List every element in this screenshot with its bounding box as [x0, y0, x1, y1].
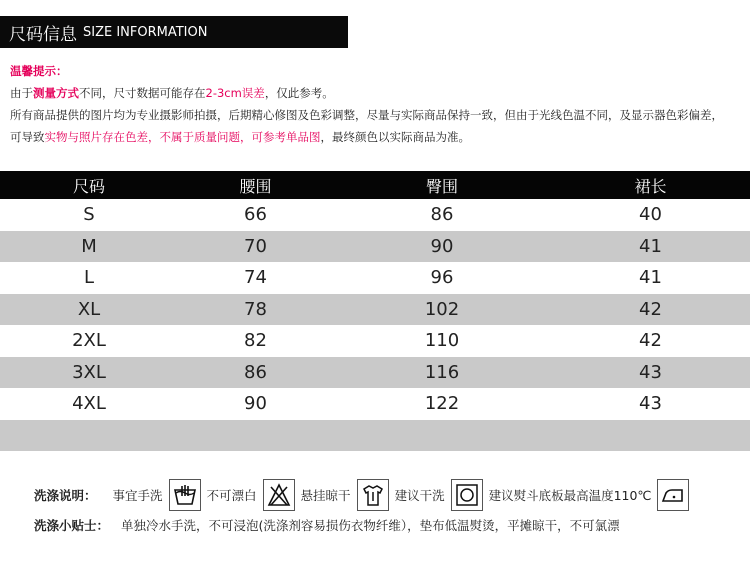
cell-hip: 96 — [430, 267, 454, 289]
wash-text: 建议熨斗底板最高温度110℃ — [488, 488, 652, 503]
table-row — [0, 262, 750, 294]
header-title-cn: 尺码信息 — [9, 24, 77, 45]
care-tips — [34, 516, 620, 534]
wash-instructions — [34, 478, 691, 512]
table-row — [0, 388, 750, 420]
table-row — [0, 294, 750, 326]
dry-clean-icon — [451, 479, 483, 511]
header-length: 裙长 — [634, 176, 667, 196]
size-table — [0, 171, 750, 451]
tips-title: 温馨提示： — [10, 64, 68, 78]
cell-hip: 116 — [424, 361, 460, 383]
cell-waist: 70 — [244, 235, 267, 257]
cell-size: M — [81, 235, 97, 257]
cell-length: 41 — [639, 267, 662, 289]
cell-length: 42 — [639, 330, 662, 352]
cell-waist: 74 — [244, 267, 267, 289]
wash-text: 悬挂晾干 — [300, 488, 351, 503]
cell-size: S — [83, 204, 95, 226]
tips-text: 由于 — [10, 86, 33, 100]
table-header-row — [0, 171, 750, 199]
tips-text: ，最终颜色以实际商品为准。 — [320, 130, 470, 144]
hang-dry-icon — [357, 479, 389, 511]
section-header — [0, 16, 348, 48]
tips-highlight: 测量方式 — [33, 86, 79, 100]
cell-hip: 110 — [424, 330, 460, 352]
no-bleach-icon — [263, 479, 295, 511]
tips-highlight: 实物与照片存在色差，不属于质量问题，可参考单品图 — [44, 130, 321, 144]
hand-wash-icon — [169, 479, 201, 511]
tips-line-2: 所有商品提供的图片均为专业摄影师拍摄，后期精心修图及色彩调整，尽量与实际商品保持一致，但由于光线色温不同，及显示器色彩偏差， — [10, 108, 723, 122]
cell-length: 41 — [639, 235, 662, 257]
cell-size: 2XL — [72, 330, 106, 352]
cell-waist: 82 — [244, 330, 267, 352]
wash-text: 建议干洗 — [394, 488, 445, 503]
cell-hip: 86 — [430, 204, 454, 226]
header-size: 尺码 — [72, 176, 105, 196]
cell-size: 4XL — [72, 393, 106, 415]
cell-length: 42 — [639, 298, 662, 320]
cell-size: 3XL — [72, 361, 106, 383]
cell-hip: 122 — [424, 393, 460, 415]
tips-text: 可导致 — [10, 130, 45, 144]
tips-highlight: 2-3cm误差 — [205, 86, 265, 100]
tips-text: 不同，尺寸数据可能存在 — [79, 86, 206, 100]
tips-line-3 — [10, 126, 745, 148]
cell-waist: 90 — [244, 393, 267, 415]
cell-waist: 86 — [244, 361, 267, 383]
tips-line-1 — [10, 82, 745, 104]
tips-text: ，仅此参考。 — [264, 86, 334, 100]
wash-text: 不可漂白 — [206, 488, 257, 503]
header-hip: 臀围 — [425, 176, 458, 196]
table-blank-row — [0, 420, 750, 451]
cell-length: 40 — [639, 204, 662, 226]
header-waist: 腰围 — [239, 176, 272, 196]
care-text: 单独冷水手洗，不可浸泡(洗涤剂容易损伤衣物纤维），垫布低温熨烫，平摊晾干，不可氯漂 — [121, 518, 620, 533]
cell-waist: 78 — [244, 298, 267, 320]
iron-icon — [657, 479, 689, 511]
cell-length: 43 — [639, 361, 662, 383]
table-row — [0, 231, 750, 263]
care-label: 洗涤小贴士： — [34, 518, 110, 533]
cell-length: 43 — [639, 393, 662, 415]
cell-size: XL — [77, 298, 101, 320]
header-title-en: SIZE INFORMATION — [83, 24, 208, 40]
tips-block — [10, 60, 745, 148]
cell-waist: 66 — [244, 204, 267, 226]
wash-label: 洗涤说明： — [34, 488, 97, 503]
table-row — [0, 325, 750, 357]
cell-hip: 102 — [424, 298, 460, 320]
table-row — [0, 357, 750, 389]
cell-size: L — [83, 267, 95, 289]
wash-text: 事宜手洗 — [112, 488, 163, 503]
table-row — [0, 199, 750, 231]
cell-hip: 90 — [430, 235, 454, 257]
